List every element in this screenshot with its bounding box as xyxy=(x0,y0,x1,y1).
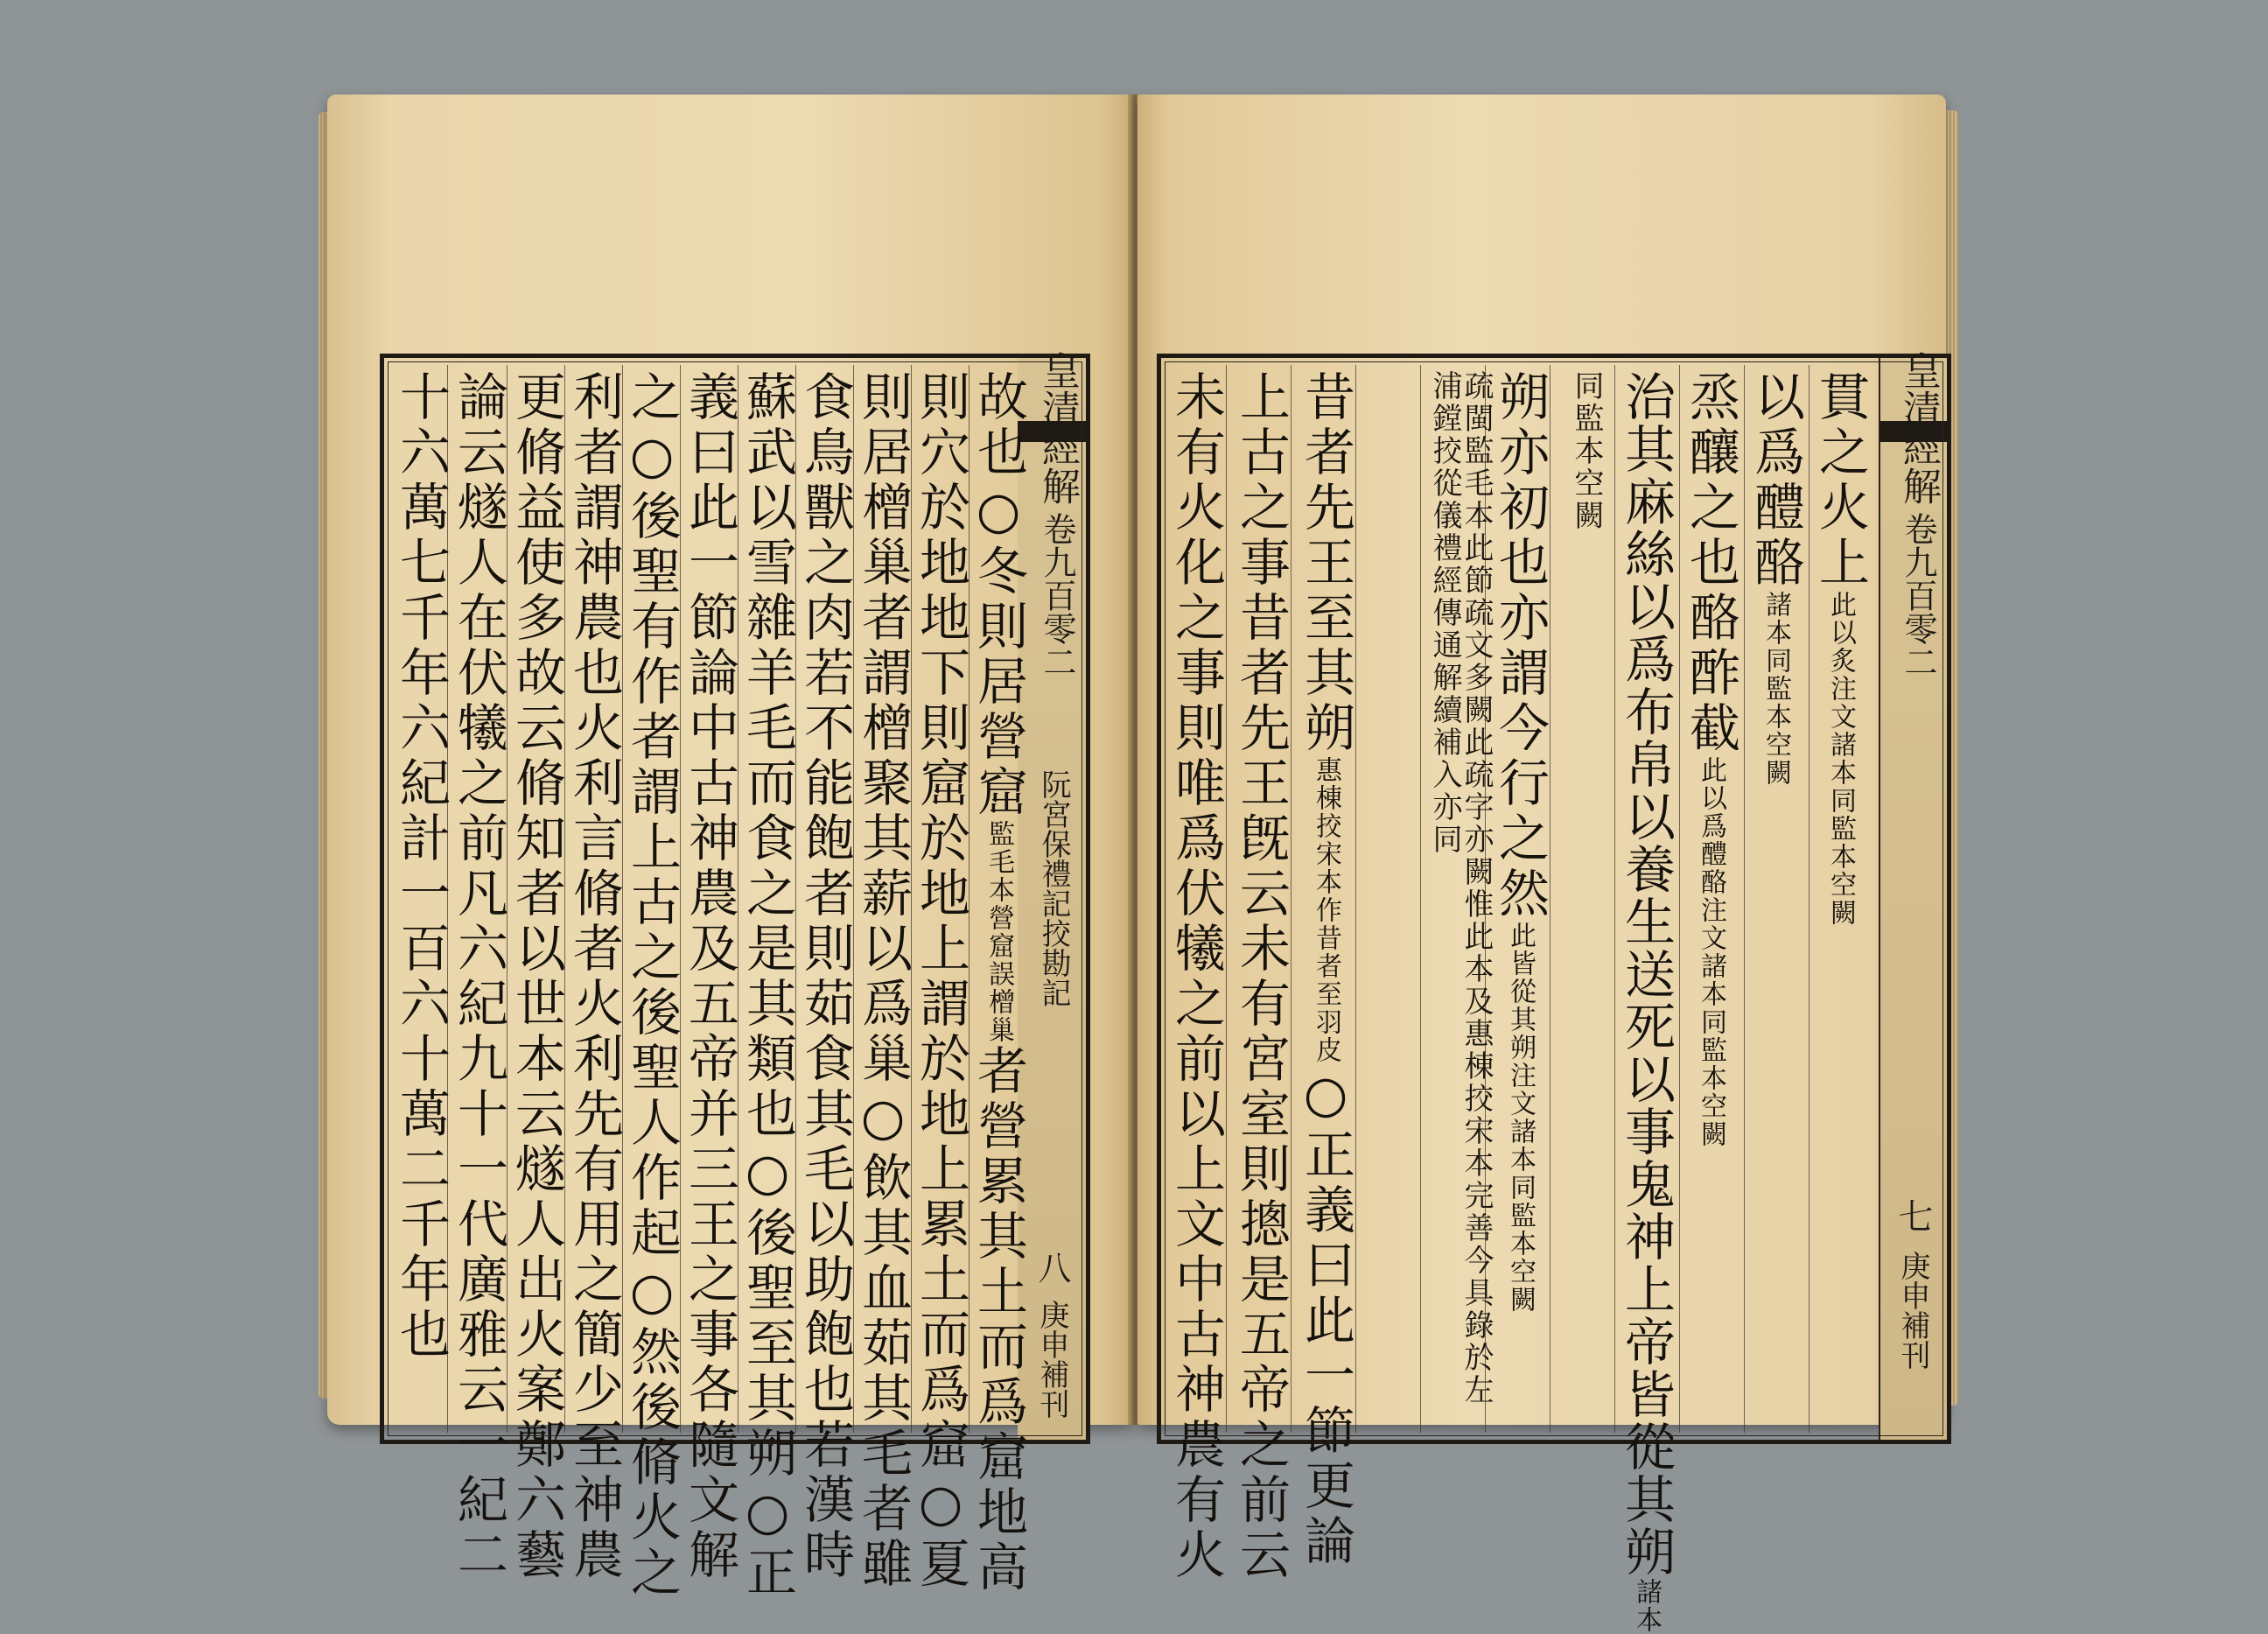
column-rule xyxy=(1485,365,1486,1433)
text-column: 食鳥獸之肉若不能飽者則茹食其毛以助飽也若漢時 xyxy=(795,370,855,1583)
column-rule xyxy=(1355,365,1356,1433)
right-page xyxy=(1138,95,1946,1634)
column-rule xyxy=(1291,365,1292,1433)
column-rule xyxy=(795,365,796,1433)
fish-tail-mark xyxy=(1018,421,1086,442)
text-column: 治其麻絲以爲布帛以養生送死以事鬼神上帝皆從其朔諸本 xyxy=(1616,370,1676,1634)
text-column: 未有火化之事則唯爲伏犧之前以上文中古神農有火 xyxy=(1166,370,1226,1583)
text-column: 蘇武以雪雜羊毛而食之是其類也○後聖至其朔○正 xyxy=(738,370,797,1601)
column-rule xyxy=(1226,365,1227,1433)
text-column: 十六萬七千年六紀計一百六十萬二千年也 xyxy=(391,370,451,1363)
right-text-frame xyxy=(1157,351,1951,1634)
margin-volume: 卷九百零二 xyxy=(1038,512,1076,678)
column-rule xyxy=(1420,365,1421,1433)
text-column: 朔亦初也亦謂今行之然此皆從其朔注文諸本同監本空闕 xyxy=(1490,370,1550,1314)
text-column: 以爲醴酪諸本同監本空闕 xyxy=(1746,370,1805,787)
margin-title: 皇清經解 xyxy=(1035,351,1080,505)
text-column: 利者謂神農也火利言脩者火利先有用之簡少至神農 xyxy=(564,370,624,1583)
text-column: 論云燧人在伏犧之前凡六紀九十一代廣雅云一紀二 xyxy=(449,370,508,1583)
open-book xyxy=(327,95,1946,1634)
margin-title: 皇清經解 xyxy=(1896,351,1941,505)
column-rule xyxy=(1679,365,1680,1433)
margin-volume: 卷九百零二 xyxy=(1899,512,1937,678)
column-rule xyxy=(564,365,565,1433)
text-column: 更脩益使多故云脩知者以世本云燧人出火案鄭六藝 xyxy=(507,370,566,1583)
left-center-margin xyxy=(1018,351,1086,1440)
margin-page-number: 八 xyxy=(1032,1251,1071,1284)
right-center-margin xyxy=(1879,351,1947,1440)
text-column: 貫之火上此以炙注文諸本同監本空闕 xyxy=(1810,370,1870,927)
text-column: 義曰此一節論中古神農及五帝并三王之事各隨文解 xyxy=(680,370,739,1583)
left-text-frame xyxy=(380,351,1090,1601)
column-rule xyxy=(447,365,448,1433)
column-rule xyxy=(622,365,623,1433)
margin-page-number: 七 xyxy=(1893,1198,1933,1233)
column-rule xyxy=(969,365,970,1433)
column-rule xyxy=(1744,365,1745,1433)
text-column: 昔者先王至其朔惠棟挍宋本作昔者至羽皮○正義曰此一節更論 xyxy=(1296,370,1355,1569)
fish-tail-mark xyxy=(1880,421,1949,442)
margin-footer: 庚申補刊 xyxy=(1895,1251,1930,1370)
annotation-column: 疏閩監毛本此節疏文多闕此疏字亦闕惟此本及惠棟挍宋本完善今具錄於左浦鏜挍從儀禮經傳通解續補入亦同 xyxy=(1427,370,1494,1406)
column-rule xyxy=(507,365,508,1433)
text-column: 則穴於地地下則窟於地上謂於地上累土而爲窟○夏 xyxy=(911,370,970,1592)
margin-subtitle: 阮宮保禮記挍勘記 xyxy=(1036,769,1071,1007)
text-column: 之○後聖有作者謂上古之後聖人作起○然後脩火之 xyxy=(622,370,682,1601)
left-page xyxy=(327,95,1132,1601)
column-rule xyxy=(911,365,912,1433)
text-column: 上古之事昔者先王旣云未有宮室則摠是五帝之前云 xyxy=(1231,370,1291,1583)
annotation-column: 同監本空闕 xyxy=(1569,370,1604,532)
text-column: 故也○冬則居營窟監毛本營窟誤橧巢者營累其土而爲窟地高 xyxy=(969,370,1028,1595)
column-rule xyxy=(1809,365,1810,1433)
margin-footer: 庚申補刊 xyxy=(1034,1300,1069,1419)
column-rule xyxy=(680,365,681,1433)
text-column: 則居橧巢者謂橧聚其薪以爲巢○飲其血茹其毛者雖 xyxy=(853,370,913,1592)
column-rule xyxy=(853,365,854,1433)
column-rule xyxy=(1614,365,1615,1433)
text-column: 烝釀之也酪酢截此以爲醴酪注文諸本同監本空闕 xyxy=(1681,370,1740,1148)
